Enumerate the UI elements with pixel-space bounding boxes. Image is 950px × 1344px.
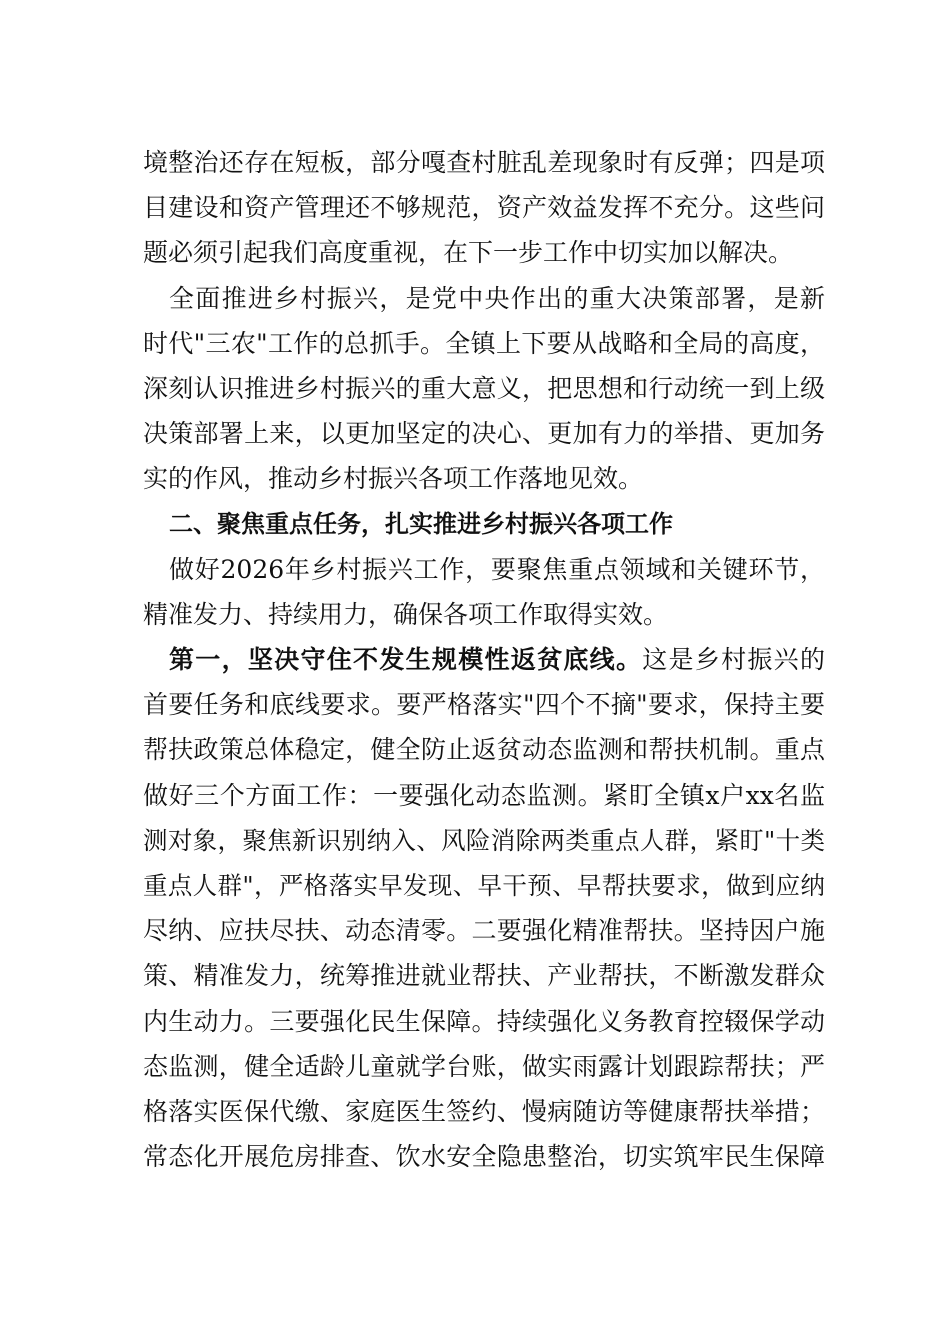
text-line: 态监测，健全适龄儿童就学台账，做实雨露计划跟踪帮扶；严: [143, 1051, 825, 1081]
paragraph-focus-2026: [143, 547, 825, 637]
text-line: 目建设和资产管理还不够规范，资产效益发挥不充分。这些问: [143, 193, 825, 223]
text-line: 做好2026年乡村振兴工作，要聚焦重点领域和关键环节，: [169, 554, 825, 584]
document-page: [143, 140, 825, 1179]
text-line: 首要任务和底线要求。要严格落实"四个不摘"要求，保持主要: [143, 690, 825, 720]
bold-lead: 第一，坚决守住不发生规模性返贫底线。: [169, 645, 643, 675]
text-line: 测对象，聚焦新识别纳入、风险消除两类重点人群，紧盯"十类: [143, 825, 825, 855]
section-heading: 二、聚焦重点任务，扎实推进乡村振兴各项工作: [169, 509, 673, 538]
text-line: 精准发力、持续用力，确保各项工作取得实效。: [143, 599, 669, 629]
text-line: 内生动力。三要强化民生保障。持续强化义务教育控辍保学动: [143, 1006, 825, 1036]
text-line: 全面推进乡村振兴，是党中央作出的重大决策部署，是新: [169, 283, 825, 313]
text-line: 时代"三农"工作的总抓手。全镇上下要从战略和全局的高度，: [143, 328, 825, 358]
paragraph-problems: [143, 140, 825, 276]
text-line: 决策部署上来，以更加坚定的决心、更加有力的举措、更加务: [143, 419, 825, 449]
text-line: 策、精准发力，统筹推进就业帮扶、产业帮扶，不断激发群众: [143, 961, 825, 991]
text-line: 格落实医保代缴、家庭医生签约、慢病随访等健康帮扶举措；: [143, 1096, 825, 1126]
text-line: [143, 637, 825, 682]
text-line: 境整治还存在短板，部分嘎查村脏乱差现象时有反弹；四是项: [143, 148, 825, 177]
text-fragment: 这是乡村振兴的: [642, 645, 825, 675]
paragraph-rural-revitalization: [143, 276, 825, 502]
text-line: 题必须引起我们高度重视，在下一步工作中切实加以解决。: [143, 238, 794, 268]
paragraph-first-task: [143, 637, 825, 1179]
text-line: 重点人群"，严格落实早发现、早干预、早帮扶要求，做到应纳: [143, 871, 825, 900]
text-line: 帮扶政策总体稳定，健全防止返贫动态监测和帮扶机制。重点: [143, 735, 825, 765]
text-line: 尽纳、应扶尽扶、动态清零。二要强化精准帮扶。坚持因户施: [143, 916, 825, 946]
text-line: 做好三个方面工作：一要强化动态监测。紧盯全镇x户xx名监: [143, 780, 825, 810]
text-line: 深刻认识推进乡村振兴的重大意义，把思想和行动统一到上级: [143, 373, 825, 403]
text-line: 实的作风，推动乡村振兴各项工作落地见效。: [143, 464, 644, 494]
text-line: 常态化开展危房排查、饮水安全隐患整治，切实筑牢民生保障: [143, 1142, 825, 1172]
